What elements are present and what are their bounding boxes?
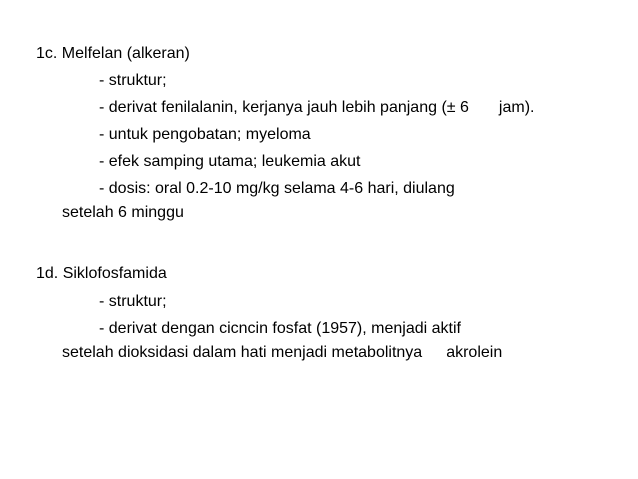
list-item-struktur-1d: - struktur; — [99, 293, 167, 310]
list-item-pengobatan: - untuk pengobatan; myeloma — [99, 126, 311, 143]
list-item-dosis-continuation: setelah 6 minggu — [62, 204, 184, 221]
list-item-efek-samping: - efek samping utama; leukemia akut — [99, 153, 361, 170]
list-item-tail: jam). — [498, 99, 535, 116]
list-item-dosis: - dosis: oral 0.2-10 mg/kg selama 4-6 hari, diulang — [99, 180, 455, 197]
list-item-tail: akrolein — [446, 344, 503, 361]
list-item-derivat-fosfat-continuation — [62, 343, 502, 363]
list-item-derivat-fosfat: - derivat dengan cicncin fosfat (1957), menjadi aktif — [99, 320, 461, 337]
list-item-text: setelah dioksidasi dalam hati menjadi metabolitnya — [62, 344, 423, 361]
heading-1c: 1c. Melfelan (alkeran) — [36, 45, 190, 62]
heading-1d: 1d. Siklofosfamida — [36, 265, 167, 282]
list-item-text: - derivat fenilalanin, kerjanya jauh lebih panjang (± 6 — [99, 99, 469, 116]
list-item-derivat-fenilalanin — [99, 98, 534, 118]
list-item-struktur-1c: - struktur; — [99, 72, 167, 89]
